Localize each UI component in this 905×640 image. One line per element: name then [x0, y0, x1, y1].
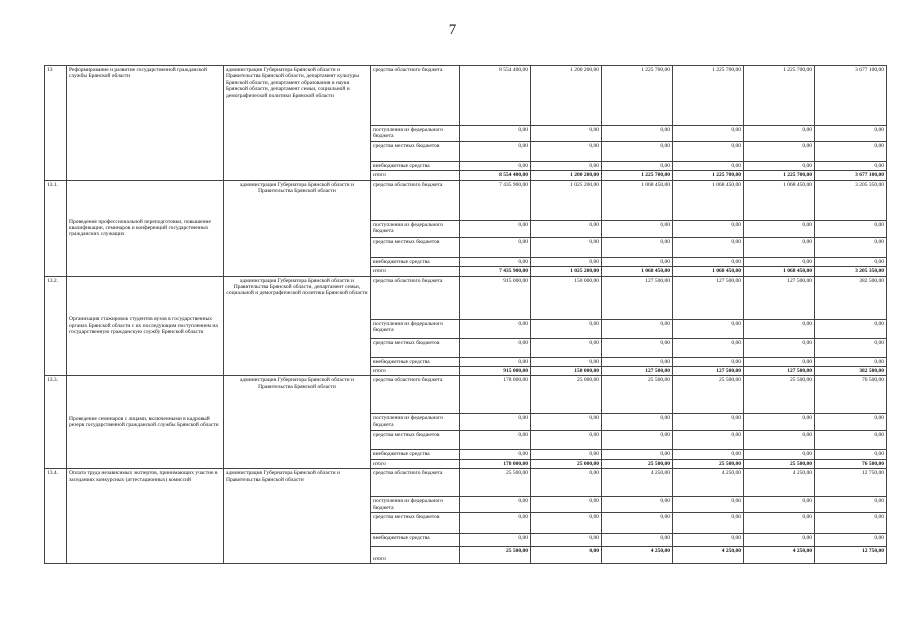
amount-cell: 0,00 — [531, 162, 602, 171]
amount-cell: 0,00 — [744, 220, 815, 237]
amount-cell: 0,00 — [673, 357, 744, 366]
amount-cell: 0,00 — [815, 257, 887, 266]
amount-cell: 0,00 — [744, 414, 815, 431]
amount-cell: 0,00 — [744, 534, 815, 547]
amount-cell: 382 500,00 — [815, 367, 887, 376]
funding-source: средства областного бюджета — [371, 276, 460, 319]
amount-cell: 0,00 — [673, 534, 744, 547]
funding-source: итого — [371, 547, 460, 564]
amount-cell: 0,00 — [460, 126, 531, 142]
amount-cell: 0,00 — [602, 431, 673, 450]
amount-cell: 4 250,00 — [673, 469, 744, 497]
amount-cell: 0,00 — [744, 338, 815, 357]
amount-cell: 1 200 200,00 — [531, 66, 602, 126]
amount-cell: 0,00 — [460, 357, 531, 366]
funding-source: внебюджетные средства — [371, 162, 460, 171]
amount-cell: 4 250,00 — [744, 547, 815, 564]
funding-source: поступления из федерального бюджета — [371, 497, 460, 513]
amount-cell: 0,00 — [744, 257, 815, 266]
amount-cell: 25 500,00 — [744, 376, 815, 414]
amount-cell: 0,00 — [815, 414, 887, 431]
amount-cell: 0,00 — [815, 126, 887, 142]
executor: администрация Губернатора Брянской области и Правительства Брянской области, департамент культуры Брянской области, департамент образования и науки Брянской области, департамент семьи, социальной и демографической политики Брянской области — [224, 66, 371, 181]
amount-cell: 0,00 — [531, 547, 602, 564]
funding-source: средства областного бюджета — [371, 66, 460, 126]
amount-cell: 4 250,00 — [602, 469, 673, 497]
amount-cell: 0,00 — [460, 414, 531, 431]
amount-cell: 0,00 — [673, 414, 744, 431]
measure-name: Проведение профессиональной переподготовки, повышение квалификации, семинаров и конференций государственных гражданских служащих — [67, 180, 224, 276]
amount-cell: 0,00 — [602, 497, 673, 513]
funding-source: поступления из федерального бюджета — [371, 414, 460, 431]
funding-source: итого — [371, 267, 460, 276]
budget-table — [44, 65, 887, 564]
amount-cell: 25 500,00 — [673, 376, 744, 414]
amount-cell: 0,00 — [815, 513, 887, 534]
amount-cell: 178 000,00 — [460, 376, 531, 414]
amount-cell: 1 225 700,00 — [673, 66, 744, 126]
funding-source: средства местных бюджетов — [371, 431, 460, 450]
amount-cell: 127 500,00 — [602, 276, 673, 319]
amount-cell: 0,00 — [602, 126, 673, 142]
amount-cell: 0,00 — [673, 319, 744, 338]
amount-cell: 127 500,00 — [744, 276, 815, 319]
amount-cell: 0,00 — [531, 534, 602, 547]
amount-cell: 0,00 — [460, 220, 531, 237]
amount-cell: 7 435 900,00 — [460, 267, 531, 276]
amount-cell: 1 068 450,00 — [602, 267, 673, 276]
amount-cell: 25 500,00 — [673, 459, 744, 468]
executor: администрация Губернатора Брянской области и Правительства Брянской области, департамент семьи, социальной и демографической политики Брянской области — [224, 276, 371, 376]
amount-cell: 0,00 — [744, 431, 815, 450]
measure-name: Организация стажировок студентов вузов в государственных органах Брянской области с их последующим поступлением на государственную гражданскую службу Брянской области — [67, 276, 224, 376]
item-number: 13.2. — [45, 276, 67, 376]
amount-cell: 1 225 700,00 — [602, 171, 673, 180]
funding-source: внебюджетные средства — [371, 450, 460, 459]
amount-cell: 0,00 — [602, 162, 673, 171]
amount-cell: 25 000,00 — [531, 376, 602, 414]
funding-source: средства местных бюджетов — [371, 142, 460, 162]
amount-cell: 0,00 — [602, 357, 673, 366]
amount-cell: 0,00 — [815, 450, 887, 459]
amount-cell: 4 250,00 — [744, 469, 815, 497]
amount-cell: 0,00 — [531, 126, 602, 142]
amount-cell: 0,00 — [531, 513, 602, 534]
amount-cell: 0,00 — [531, 257, 602, 266]
amount-cell: 3 677 100,00 — [815, 66, 887, 126]
funding-source: средства областного бюджета — [371, 376, 460, 414]
amount-cell: 127 500,00 — [744, 367, 815, 376]
amount-cell: 0,00 — [602, 257, 673, 266]
funding-source: средства местных бюджетов — [371, 237, 460, 257]
funding-source: поступления из федерального бюджета — [371, 126, 460, 142]
table-row — [45, 66, 887, 126]
amount-cell: 1 225 700,00 — [602, 66, 673, 126]
amount-cell: 0,00 — [602, 513, 673, 534]
funding-source: итого — [371, 459, 460, 468]
amount-cell: 3 205 350,00 — [815, 267, 887, 276]
amount-cell: 0,00 — [460, 338, 531, 357]
measure-name: Проведение семинаров с лицами, включенными в кадровый резерв государственной гражданской службы Брянской области — [67, 376, 224, 469]
amount-cell: 0,00 — [531, 414, 602, 431]
amount-cell: 0,00 — [531, 469, 602, 497]
amount-cell: 0,00 — [531, 220, 602, 237]
amount-cell: 1 025 200,00 — [531, 267, 602, 276]
page-number: 7 — [448, 22, 457, 38]
amount-cell: 1 200 200,00 — [531, 171, 602, 180]
amount-cell: 0,00 — [460, 319, 531, 338]
amount-cell: 76 500,00 — [815, 376, 887, 414]
amount-cell: 0,00 — [673, 126, 744, 142]
table-row — [45, 180, 887, 220]
amount-cell: 25 500,00 — [460, 547, 531, 564]
amount-cell: 0,00 — [460, 142, 531, 162]
amount-cell: 0,00 — [673, 162, 744, 171]
amount-cell: 0,00 — [815, 237, 887, 257]
amount-cell: 0,00 — [815, 357, 887, 366]
funding-source: внебюджетные средства — [371, 257, 460, 266]
measure-name: Реформирование и развитие государственной гражданской службы Брянской области — [67, 66, 224, 181]
amount-cell: 0,00 — [673, 431, 744, 450]
amount-cell: 0,00 — [744, 497, 815, 513]
amount-cell: 1 068 450,00 — [673, 180, 744, 220]
funding-source: итого — [371, 367, 460, 376]
amount-cell: 0,00 — [460, 237, 531, 257]
table-row — [45, 469, 887, 497]
funding-source: внебюджетные средства — [371, 357, 460, 366]
amount-cell: 0,00 — [673, 513, 744, 534]
amount-cell: 0,00 — [531, 142, 602, 162]
amount-cell: 1 068 450,00 — [744, 267, 815, 276]
amount-cell: 0,00 — [460, 513, 531, 534]
executor: администрация Губернатора Брянской области и Правительства Брянской области — [224, 469, 371, 564]
amount-cell: 0,00 — [531, 497, 602, 513]
amount-cell: 0,00 — [460, 162, 531, 171]
measure-name: Оплата труда независимых экспертов, принимающих участие в заседаниях конкурсных (аттестационных) комиссий — [67, 469, 224, 564]
amount-cell: 0,00 — [531, 357, 602, 366]
table-row — [45, 376, 887, 414]
amount-cell: 0,00 — [673, 257, 744, 266]
funding-source: средства областного бюджета — [371, 469, 460, 497]
amount-cell: 0,00 — [744, 450, 815, 459]
amount-cell: 0,00 — [815, 497, 887, 513]
amount-cell: 25 500,00 — [744, 459, 815, 468]
funding-source: итого — [371, 171, 460, 180]
amount-cell: 0,00 — [815, 142, 887, 162]
amount-cell: 0,00 — [460, 450, 531, 459]
amount-cell: 8 554 400,00 — [460, 171, 531, 180]
amount-cell: 0,00 — [531, 431, 602, 450]
amount-cell: 0,00 — [744, 319, 815, 338]
executor: администрация Губернатора Брянской области и Правительства Брянской области — [224, 376, 371, 469]
amount-cell: 915 000,00 — [460, 276, 531, 319]
amount-cell: 0,00 — [460, 431, 531, 450]
amount-cell: 915 000,00 — [460, 367, 531, 376]
amount-cell: 12 750,00 — [815, 547, 887, 564]
amount-cell: 4 250,00 — [602, 547, 673, 564]
amount-cell: 0,00 — [673, 142, 744, 162]
amount-cell: 0,00 — [815, 162, 887, 171]
amount-cell: 0,00 — [602, 450, 673, 459]
amount-cell: 127 500,00 — [673, 276, 744, 319]
item-number: 13.4. — [45, 469, 67, 564]
amount-cell: 0,00 — [602, 534, 673, 547]
amount-cell: 0,00 — [673, 237, 744, 257]
amount-cell: 0,00 — [602, 220, 673, 237]
amount-cell: 150 000,00 — [531, 367, 602, 376]
amount-cell: 0,00 — [531, 338, 602, 357]
funding-source: поступления из федерального бюджета — [371, 220, 460, 237]
amount-cell: 0,00 — [815, 534, 887, 547]
item-number: 13 — [45, 66, 67, 181]
amount-cell: 0,00 — [460, 534, 531, 547]
funding-source: поступления из федерального бюджета — [371, 319, 460, 338]
amount-cell: 12 750,00 — [815, 469, 887, 497]
funding-source: средства местных бюджетов — [371, 338, 460, 357]
amount-cell: 1 225 700,00 — [744, 171, 815, 180]
amount-cell: 1 225 700,00 — [744, 66, 815, 126]
amount-cell: 0,00 — [815, 319, 887, 338]
amount-cell: 25 500,00 — [460, 469, 531, 497]
amount-cell: 0,00 — [460, 497, 531, 513]
amount-cell: 0,00 — [815, 338, 887, 357]
amount-cell: 1 068 450,00 — [744, 180, 815, 220]
amount-cell: 127 500,00 — [602, 367, 673, 376]
amount-cell: 0,00 — [602, 319, 673, 338]
amount-cell: 0,00 — [673, 450, 744, 459]
amount-cell: 0,00 — [602, 338, 673, 357]
funding-source: средства областного бюджета — [371, 180, 460, 220]
amount-cell: 0,00 — [673, 338, 744, 357]
funding-source: внебюджетные средства — [371, 534, 460, 547]
amount-cell: 0,00 — [531, 450, 602, 459]
amount-cell: 0,00 — [673, 220, 744, 237]
amount-cell: 0,00 — [602, 237, 673, 257]
amount-cell: 0,00 — [673, 497, 744, 513]
amount-cell: 8 554 400,00 — [460, 66, 531, 126]
amount-cell: 25 500,00 — [602, 459, 673, 468]
amount-cell: 1 025 200,00 — [531, 180, 602, 220]
amount-cell: 0,00 — [815, 431, 887, 450]
amount-cell: 0,00 — [744, 237, 815, 257]
table-row — [45, 276, 887, 319]
amount-cell: 7 435 900,00 — [460, 180, 531, 220]
amount-cell: 76 500,00 — [815, 459, 887, 468]
amount-cell: 0,00 — [602, 142, 673, 162]
amount-cell: 0,00 — [531, 319, 602, 338]
amount-cell: 4 250,00 — [673, 547, 744, 564]
amount-cell: 1 068 450,00 — [602, 180, 673, 220]
amount-cell: 25 000,00 — [531, 459, 602, 468]
amount-cell: 0,00 — [460, 257, 531, 266]
amount-cell: 178 000,00 — [460, 459, 531, 468]
amount-cell: 3 677 100,00 — [815, 171, 887, 180]
amount-cell: 0,00 — [744, 513, 815, 534]
amount-cell: 25 500,00 — [602, 376, 673, 414]
amount-cell: 127 500,00 — [673, 367, 744, 376]
funding-source: средства местных бюджетов — [371, 513, 460, 534]
amount-cell: 382 500,00 — [815, 276, 887, 319]
amount-cell: 0,00 — [602, 414, 673, 431]
amount-cell: 0,00 — [531, 237, 602, 257]
amount-cell: 1 068 450,00 — [673, 267, 744, 276]
amount-cell: 150 000,00 — [531, 276, 602, 319]
amount-cell: 0,00 — [744, 162, 815, 171]
amount-cell: 0,00 — [744, 126, 815, 142]
amount-cell: 1 225 700,00 — [673, 171, 744, 180]
amount-cell: 3 205 350,00 — [815, 180, 887, 220]
amount-cell: 0,00 — [744, 142, 815, 162]
amount-cell: 0,00 — [815, 220, 887, 237]
amount-cell: 0,00 — [744, 357, 815, 366]
item-number: 13.3. — [45, 376, 67, 469]
item-number: 13.1. — [45, 180, 67, 276]
executor: администрация Губернатора Брянской области и Правительства Брянской области — [224, 180, 371, 276]
